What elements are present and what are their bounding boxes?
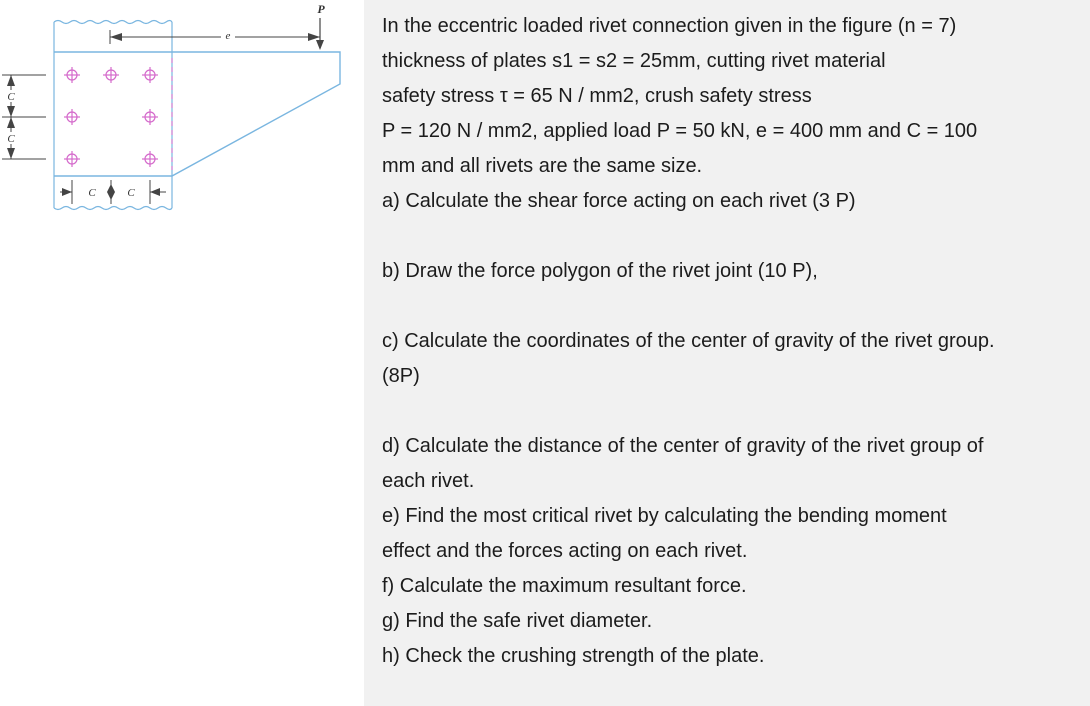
rivet bbox=[64, 109, 80, 125]
intro-line: In the eccentric loaded rivet connection given in the figure (n = 7) bbox=[382, 15, 957, 37]
e-label: e bbox=[225, 30, 231, 42]
problem-text-panel bbox=[364, 0, 1090, 706]
question-e-continued: effect and the forces acting on each rivet. bbox=[382, 540, 748, 562]
bracket-plate bbox=[54, 52, 340, 176]
question-h: h) Check the crushing strength of the plate. bbox=[382, 645, 765, 667]
e-arrow-right bbox=[308, 33, 320, 41]
rivet bbox=[64, 67, 80, 83]
question-a: a) Calculate the shear force acting on each rivet (3 P) bbox=[382, 190, 856, 212]
rivet-group bbox=[64, 67, 158, 167]
rivet bbox=[103, 67, 119, 83]
question-f: f) Calculate the maximum resultant force. bbox=[382, 575, 747, 597]
question-c: c) Calculate the coordinates of the center of gravity of the rivet group. bbox=[382, 330, 995, 352]
question-c-continued: (8P) bbox=[382, 365, 420, 387]
bottom-dimension bbox=[60, 180, 166, 204]
intro-line: P = 120 N / mm2, applied load P = 50 kN, e = 400 mm and C = 100 bbox=[382, 120, 978, 142]
question-e: e) Find the most critical rivet by calculating the bending moment bbox=[382, 505, 947, 527]
intro-line: thickness of plates s1 = s2 = 25mm, cutting rivet material bbox=[382, 50, 886, 72]
column-bottom-wavy-edge bbox=[54, 207, 172, 210]
load-label: P bbox=[317, 2, 325, 16]
rivet-connection-figure bbox=[0, 0, 360, 220]
c-bottom-left-label: C bbox=[88, 187, 96, 199]
rivet bbox=[142, 151, 158, 167]
rivet bbox=[64, 151, 80, 167]
intro-line: safety stress τ = 65 N / mm2, crush safety stress bbox=[382, 85, 812, 107]
intro-line: mm and all rivets are the same size. bbox=[382, 155, 703, 177]
rivet bbox=[142, 67, 158, 83]
question-d: d) Calculate the distance of the center of gravity of the rivet group of bbox=[382, 435, 984, 457]
left-dimension bbox=[2, 75, 46, 159]
e-arrow-left bbox=[110, 33, 122, 41]
load-arrow-head bbox=[316, 40, 324, 50]
column-top-wavy-edge bbox=[54, 21, 172, 24]
c-bottom-right-label: C bbox=[127, 187, 135, 199]
c-left-bottom-label: C bbox=[7, 133, 15, 145]
c-left-top-label: C bbox=[7, 91, 15, 103]
question-g: g) Find the safe rivet diameter. bbox=[382, 610, 653, 632]
question-b: b) Draw the force polygon of the rivet joint (10 P), bbox=[382, 260, 818, 282]
question-d-continued: each rivet. bbox=[382, 470, 475, 492]
rivet bbox=[142, 109, 158, 125]
